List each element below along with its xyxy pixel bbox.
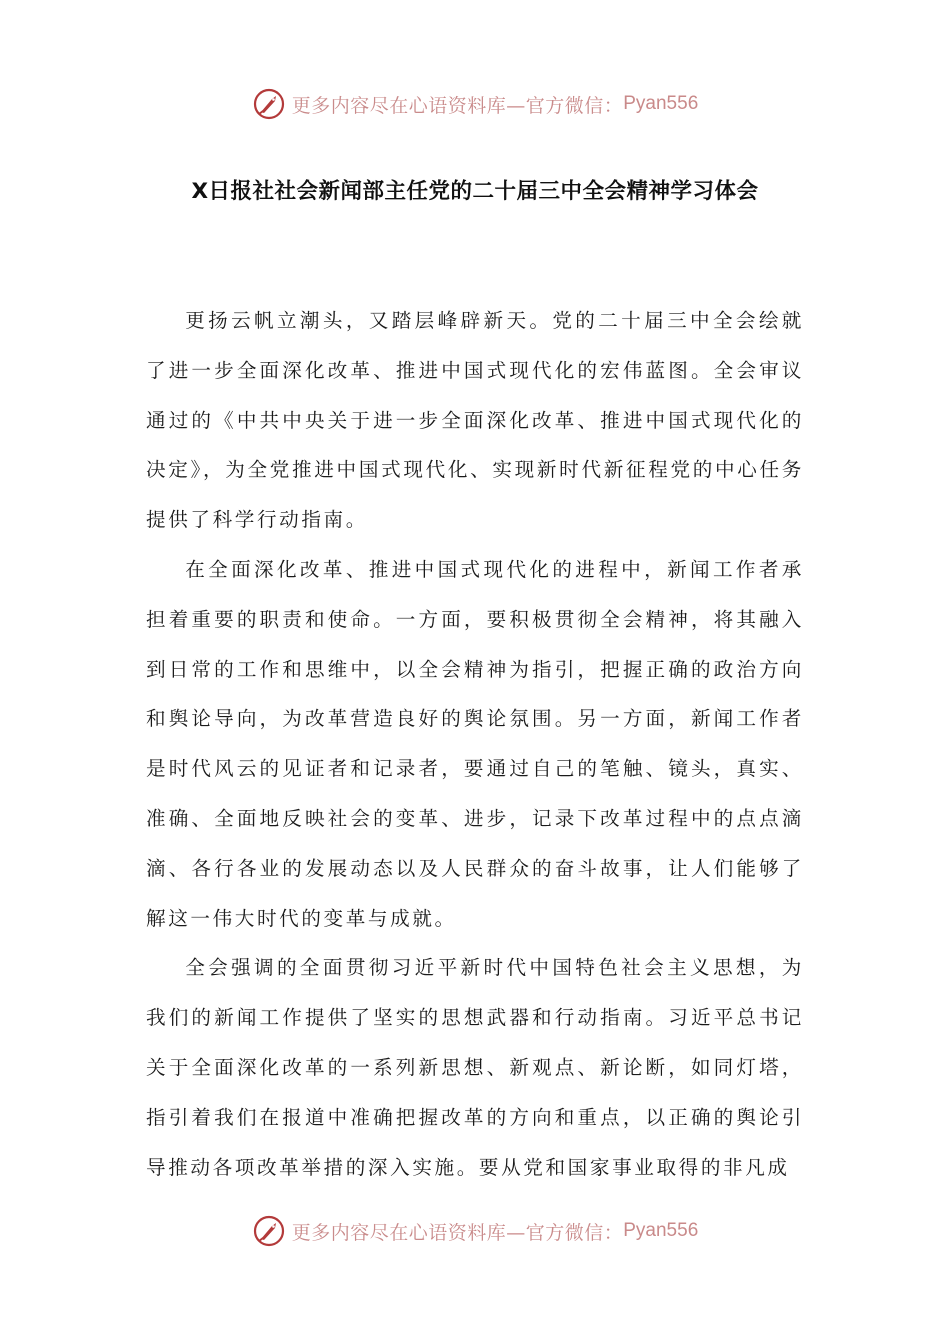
footer-watermark xyxy=(0,1211,950,1251)
watermark-wechat-id: Pyan556 xyxy=(623,93,699,114)
watermark-slogan: 更多内容尽在心语资料库—官方微信： xyxy=(291,94,624,117)
pen-nib-logo-icon xyxy=(252,87,286,121)
paragraph-1: 更扬云帆立潮头，又踏层峰辟新天。党的二十届三中全会绘就了进一步全面深化改革、推进中国式现代化的宏伟蓝图。全会审议通过的《中共中央关于进一步全面深化改革、推进中国式现代化的决定》，为全党推进中国式现代化、实现新时代新征程党的中心任务提供了科学行动指南。 xyxy=(146,309,804,532)
document-title: X日报社社会新闻部主任党的二十届三中全会精神学习体会 xyxy=(191,179,759,204)
watermark-wechat-id: Pyan556 xyxy=(623,1220,699,1241)
watermark-slogan: 更多内容尽在心语资料库—官方微信： xyxy=(291,1221,624,1244)
paragraph-2: 在全面深化改革、推进中国式现代化的进程中，新闻工作者承担着重要的职责和使命。一方面，要积极贯彻全会精神，将其融入到日常的工作和思维中，以全会精神为指引，把握正确的政治方向和舆论导向，为改革营造良好的舆论氛围。另一方面，新闻工作者是时代风云的见证者和记录者，要通过自己的笔触、镜头，真实、准确、全面地反映社会的变革、进步，记录下改革过程中的点点滴滴、各行各业的发展动态以及人民群众的奋斗故事，让人们能够了解这一伟大时代的变革与成就。 xyxy=(146,557,804,930)
paragraph-3: 全会强调的全面贯彻习近平新时代中国特色社会主义思想，为我们的新闻工作提供了坚实的思想武器和行动指南。习近平总书记关于全面深化改革的一系列新思想、新观点、新论断，如同灯塔，指引着我们在报道中准确把握改革的方向和重点，以正确的舆论引导推动各项改革举措的深入实施。要从党和国家事业取得的非凡成 xyxy=(146,956,804,1179)
header-watermark xyxy=(0,84,950,124)
document-body xyxy=(146,296,804,1192)
pen-nib-logo-icon xyxy=(252,1214,286,1248)
